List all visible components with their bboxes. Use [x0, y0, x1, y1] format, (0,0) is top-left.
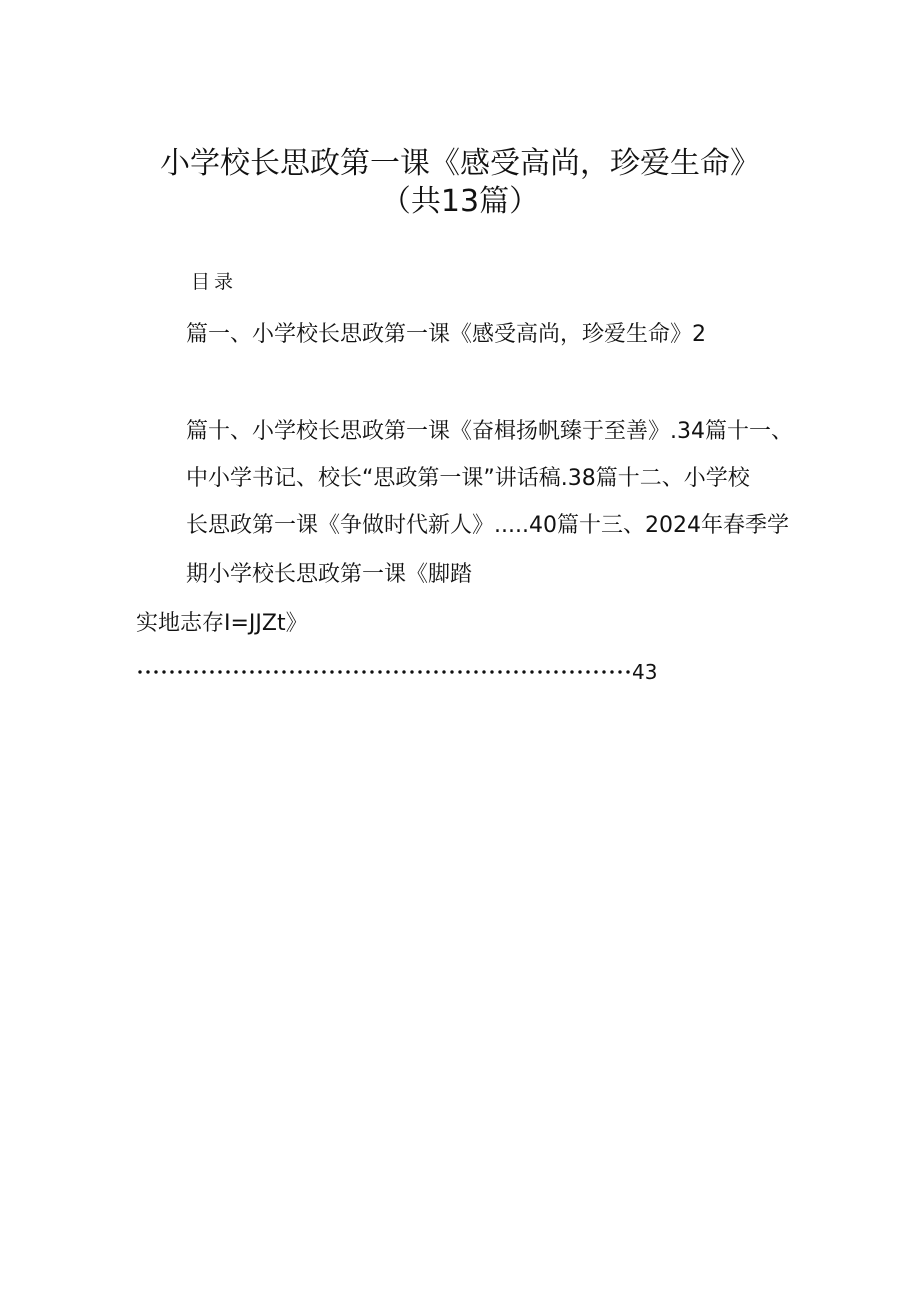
toc-page-number: 43	[632, 660, 658, 684]
toc-dot-leader	[136, 657, 657, 687]
page-subtitle: （共13篇）	[380, 184, 540, 219]
toc-entry-1: 篇一、小学校长思政第一课《感受高尚，珍爱生命》2	[186, 322, 706, 347]
toc-entry-13-continued: 实地志存I=JJZt》	[136, 611, 308, 636]
toc-entry-13: 期小学校长思政第一课《脚踏	[186, 562, 473, 587]
toc-entry-10: 篇十、小学校长思政第一课《奋楫扬帆臻于至善》.34篇十一、	[186, 419, 793, 444]
toc-entry-11: 中小学书记、校长“思政第一课”讲话稿.38篇十二、小学校	[186, 466, 750, 491]
toc-entry-12: 长思政第一课《争做时代新人》.....40篇十三、2024年春季学	[186, 513, 789, 538]
page-title: 小学校长思政第一课《感受高尚，珍爱生命》	[160, 146, 760, 181]
toc-heading: 目录	[191, 271, 238, 293]
dot-leader-dots	[136, 669, 630, 675]
